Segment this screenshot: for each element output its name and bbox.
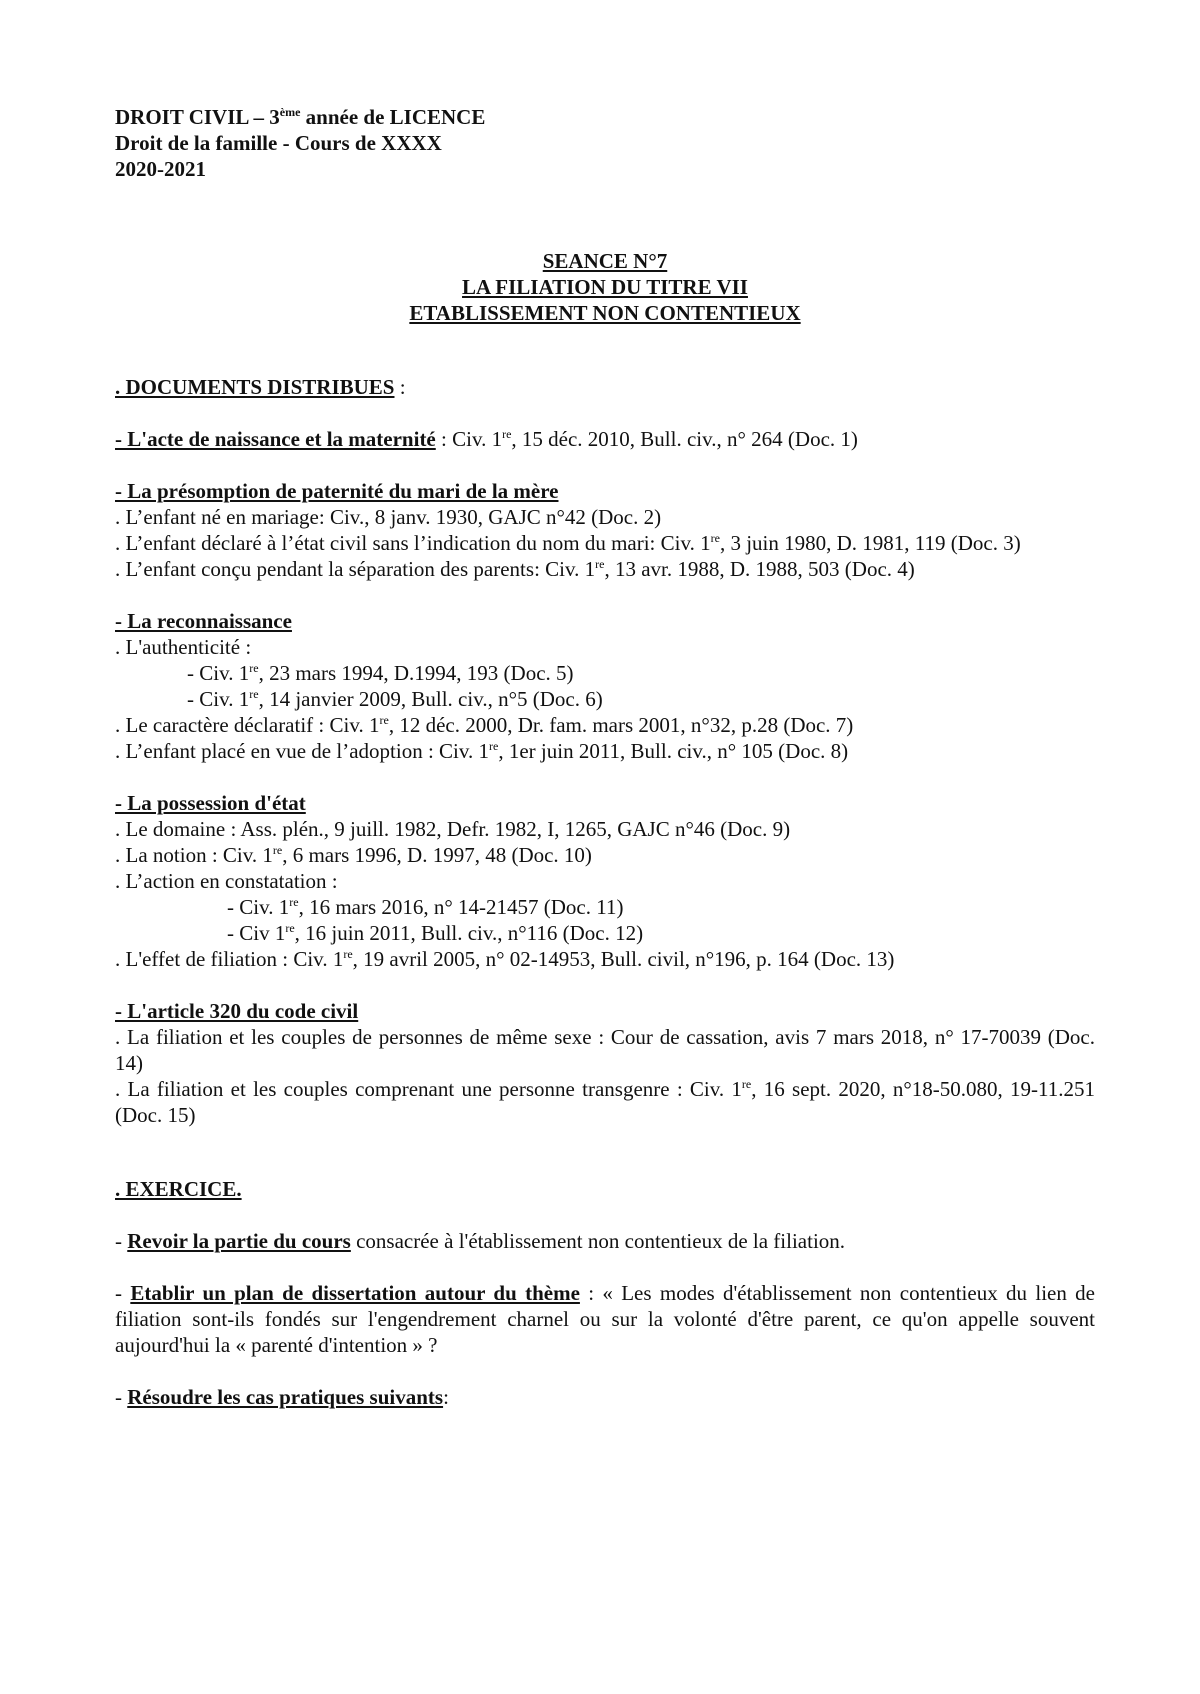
list-item: . L’enfant déclaré à l’état civil sans l’indication du nom du mari: Civ. 1re, 3 juin 1980, D. 1981, 119 (Doc. 3) [115, 531, 1021, 555]
exercise-item-dissertation: - Etablir un plan de dissertation autour du thème : « Les modes d'établissement non contentieux du lien de filiation sont-ils fondés sur l'engendrement charnel ou sur la volonté d'être parent, ce qu'on appelle souvent aujourd'hui la « parenté d'intention » ? [115, 1281, 1095, 1357]
list-item: . La filiation et les couples de personnes de même sexe : Cour de cassation, avis 7 mars 2018, n° 17-70039 (Doc. 14) [115, 1025, 1095, 1075]
exercise-item-revoir: - Revoir la partie du cours consacrée à l'établissement non contentieux de la filiation. [115, 1229, 846, 1253]
sub-list-item: - Civ. 1re, 14 janvier 2009, Bull. civ., n°5 (Doc. 6) [187, 687, 603, 711]
list-item: . L'effet de filiation : Civ. 1re, 19 avril 2005, n° 02-14953, Bull. civil, n°196, p. 164 (Doc. 13) [115, 947, 895, 971]
article-320-heading: - L'article 320 du code civil [115, 999, 359, 1023]
session-title: SEANCE N°7 LA FILIATION DU TITRE VII ETABLISSEMENT NON CONTENTIEUX [409, 249, 801, 325]
document-page [115, 104, 1095, 1410]
documents-heading: . DOCUMENTS DISTRIBUES : [115, 375, 406, 399]
list-item: . L’enfant conçu pendant la séparation des parents: Civ. 1re, 13 avr. 1988, D. 1988, 503 (Doc. 4) [115, 557, 915, 581]
list-item: . L’action en constatation : [115, 869, 338, 893]
list-item: . L'authenticité : [115, 635, 252, 659]
list-item: . La notion : Civ. 1re, 6 mars 1996, D. 1997, 48 (Doc. 10) [115, 843, 592, 867]
sub-list-item: - Civ. 1re, 16 mars 2016, n° 14-21457 (Doc. 11) [227, 895, 624, 919]
sub-list-item: - Civ. 1re, 23 mars 1994, D.1994, 193 (Doc. 5) [187, 661, 574, 685]
list-item: . La filiation et les couples comprenant une personne transgenre : Civ. 1re, 16 sept. 2020, n°18-50.080, 19-11.251 (Doc. 15) [115, 1077, 1095, 1127]
course-title: DROIT CIVIL – 3ème année de LICENCE [115, 105, 486, 129]
reconnaissance-heading: - La reconnaissance [115, 609, 292, 633]
exercice-heading: . EXERCICE. [115, 1177, 242, 1201]
document-header [115, 104, 1095, 182]
academic-year: 2020-2021 [115, 157, 206, 181]
possession-heading: - La possession d'état [115, 791, 306, 815]
list-item: . Le caractère déclaratif : Civ. 1re, 12 déc. 2000, Dr. fam. mars 2001, n°32, p.28 (Doc. 7) [115, 713, 854, 737]
presomption-heading: - La présomption de paternité du mari de la mère [115, 479, 559, 503]
list-item: . Le domaine : Ass. plén., 9 juill. 1982, Defr. 1982, I, 1265, GAJC n°46 (Doc. 9) [115, 817, 791, 841]
list-item: . L’enfant né en mariage: Civ., 8 janv. 1930, GAJC n°42 (Doc. 2) [115, 505, 662, 529]
course-subtitle: Droit de la famille - Cours de XXXX [115, 131, 442, 155]
list-item: . L’enfant placé en vue de l’adoption : Civ. 1re, 1er juin 2011, Bull. civ., n° 105 (Doc. 8) [115, 739, 849, 763]
exercise-item-cas-pratiques: - Résoudre les cas pratiques suivants: [115, 1385, 449, 1409]
sub-list-item: - Civ 1re, 16 juin 2011, Bull. civ., n°116 (Doc. 12) [227, 921, 644, 945]
acte-naissance-line: - L'acte de naissance et la maternité : Civ. 1re, 15 déc. 2010, Bull. civ., n° 264 (Doc. 1) [115, 427, 858, 451]
